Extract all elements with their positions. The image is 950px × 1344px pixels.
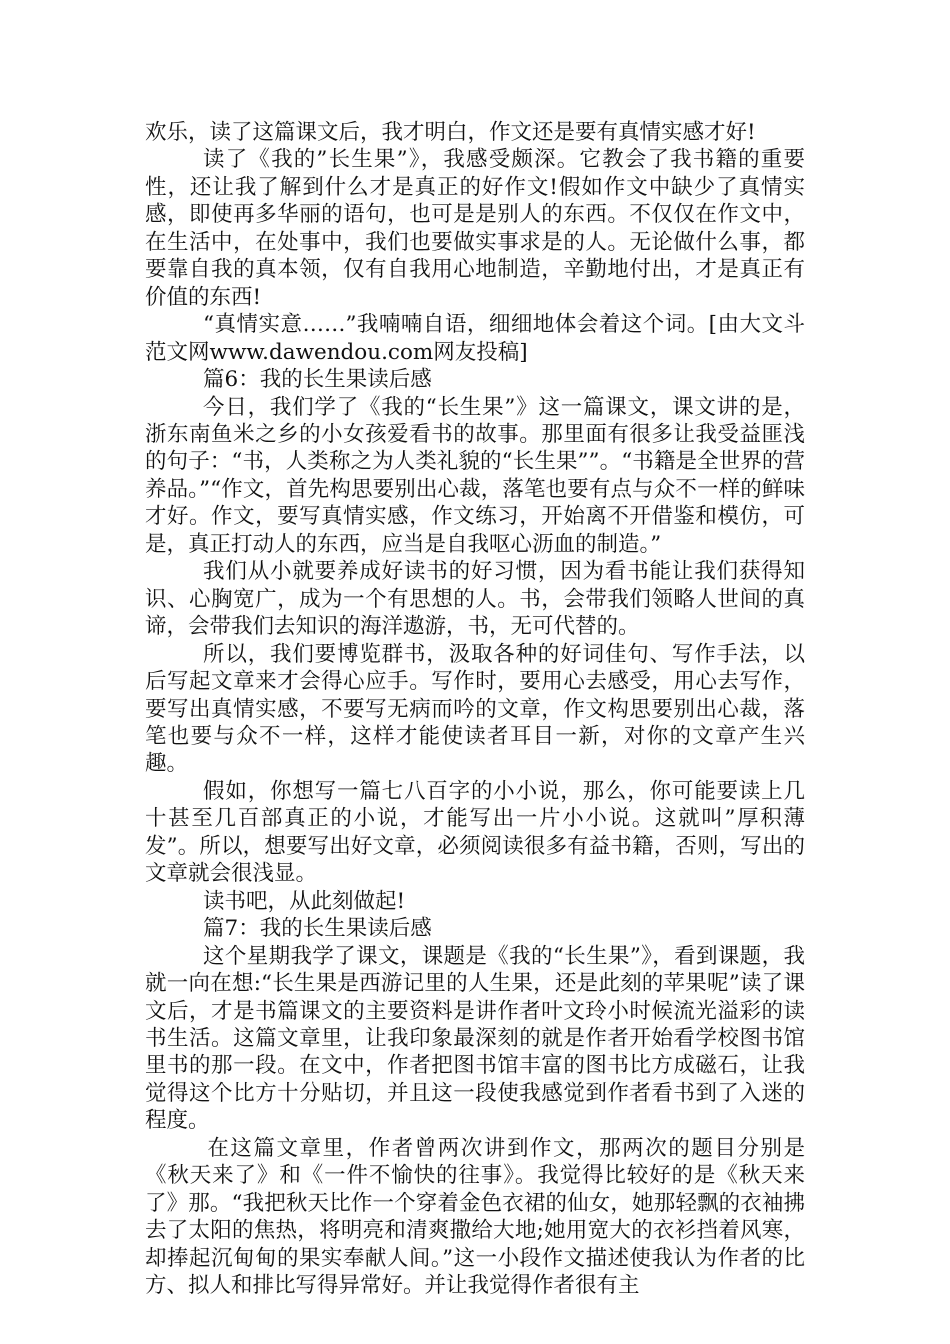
paragraph-continuation: 欢乐，读了这篇课文后，我才明白，作文还是要有真情实感才好! bbox=[145, 120, 756, 145]
paragraph-reflection: 读了《我的”长生果”》，我感受颇深。它教会了我书籍的重要性，还让我了解到什么才是真正的好作文!假如作文中缺少了真情实感，即使再多华丽的语句，也可是是别人的东西。不仅仅在作文中，在生活中，在处事中，我们也要做实事求是的人。无论做什么事，都要靠自我的真本领，仅有自我用心地制造，辛勤地付出，才是真正有价值的东西! bbox=[145, 147, 805, 310]
document-page bbox=[145, 119, 805, 1299]
section-heading-7: 篇7：我的长生果读后感 bbox=[203, 916, 432, 942]
paragraph-essay6-habits: 我们从小就要养成好读书的好习惯，因为看书能让我们获得知识、心胸宽广，成为一个有思想的人。书，会带我们领略人世间的真谛，会带我们去知识的海洋遨游，书，无可代替的。 bbox=[145, 559, 805, 640]
section-heading-6: 篇6：我的长生果读后感 bbox=[203, 367, 432, 393]
paragraph-essay6-intro: 今日，我们学了《我的“长生果”》这一篇课文，课文讲的是，浙东南鱼米之乡的小女孩爱看书的故事。那里面有很多让我受益匪浅的句子：“书，人类称之为人类礼貌的“长生果””。“书籍是全世界的营养品。”“作文，首先构思要别出心裁，落笔也要有点与众不一样的鲜味才好。作文，要写真情实感，作文练习，开始离不开借鉴和模仿，可是，真正打动人的东西，应当是自我呕心沥血的制造。” bbox=[145, 394, 805, 557]
paragraph-essay6-novel: 假如，你想写一篇七八百字的小小说，那么，你可能要读上几十甚至几百部真正的小说，才能写出一片小小说。这就叫”厚积薄发”。所以，想要写出好文章，必须阅读很多有益书籍，否则，写出的文章就会很浅显。 bbox=[145, 778, 805, 887]
paragraph-essay6-closing: 读书吧，从此刻做起! bbox=[203, 888, 406, 914]
paragraph-essay7-intro: 这个星期我学了课文，课题是《我的“长生果”》，看到课题，我就一向在想:“长生果是西游记里的人生果，还是此刻的苹果呢”读了课文后，才是书篇课文的主要资料是讲作者叶文玲小时候流光溢彩的读书生活。这篇文章里，让我印象最深刻的就是作者开始看学校图书馆里书的那一段。在文中，作者把图书馆丰富的图书比方成磁石，让我觉得这个比方十分贴切，并且这一段使我感觉到作者看书到了入迷的程度。 bbox=[145, 943, 805, 1134]
paragraph-sincerity: “真情实意……”我喃喃自语，细细地体会着这个词。[由大文斗范文网www.dawendou.com网友投稿] bbox=[145, 312, 805, 365]
paragraph-essay6-reading: 所以，我们要博览群书，汲取各种的好词佳句、写作手法，以后写起文章来才会得心应手。写作时，要用心去感受，用心去写作，要写出真情实感，不要写无病而吟的文章，作文构思要别出心裁，落笔也要与众不一样，这样才能使读者耳目一新，对你的文章产生兴趣。 bbox=[145, 641, 805, 777]
paragraph-essay7-writing: 在这篇文章里，作者曾两次讲到作文，那两次的题目分别是《秋天来了》和《一件不愉快的往事》。我觉得比较好的是《秋天来了》那。“我把秋天比作一个穿着金色衣裙的仙女，她那轻飘的衣袖拂去了太阳的焦热，将明亮和清爽撒给大地;她用宽大的衣衫挡着风寒，却捧起沉甸甸的果实奉献人间。”这一小段作文描述使我认为作者的比方、拟人和排比写得异常好。并让我觉得作者很有主 bbox=[145, 1135, 805, 1299]
